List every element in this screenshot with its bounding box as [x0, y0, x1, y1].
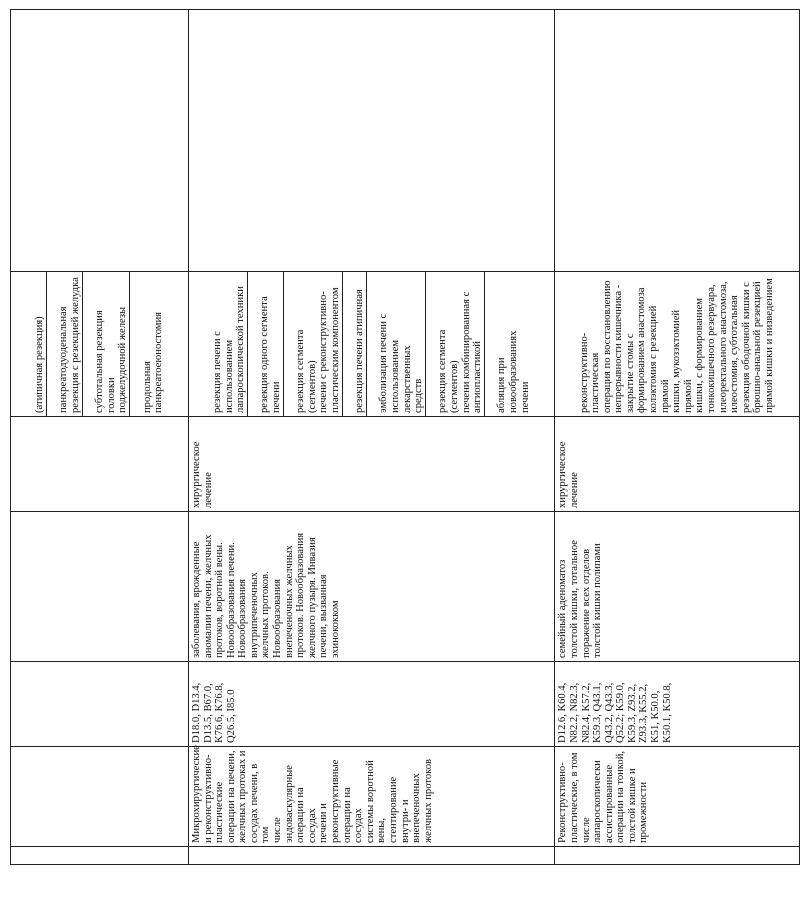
list-item: реконструктивно-пластическая операция по восстановлению непрерывности кишечника - закрытие стомы с формированием анастомоза колэктомия с резекцией прямой кишки, мукозэктомией прямой кишки, с формированием тонкокишечного резервуара, илеоректального анастомоза, илеостомия, субтотальная резекция ободочной кишки с брюшно-анальной резекцией прямой кишки и низведением: [578, 278, 775, 413]
disease-cell: [11, 512, 189, 662]
table-row: [555, 10, 800, 865]
type-cell: [11, 417, 189, 512]
table-row: [11, 10, 189, 865]
list-item: субтотальная резекция головки поджелудочной железы: [94, 272, 130, 416]
medical-care-table: [10, 9, 800, 865]
list-item: резекция сегмента (сегментов) печени с реконструктивно- пластическим компонентом: [295, 272, 342, 416]
methods-list: [23, 272, 177, 416]
methods-list: [567, 272, 787, 416]
list-item: резекция одного сегмента печени: [259, 272, 283, 416]
codes-cell: D18.0, D13.4, D13.5, B67.0, K76.6, K76.8, Q26.5, I85.0: [188, 662, 554, 747]
name-cell: Реконструктивно- пластические, в том числе лапароскопически ассистированные операции на тонкой, толстой кишке и промежности: [555, 747, 800, 847]
list-item: резекция печени с использованием лапароскопической техники: [212, 272, 248, 416]
methods-cell: [11, 272, 189, 417]
codes-cell: D12.6, K60.4, N82.2, N82.3, N82.4, K57.2, K59.3, Q43.1, Q43.2, Q43.3, Q52.2; K59.0, K59.3, Z93.2, Z93.3, K55.2, K51, K50.0, K50.1, K50.8,: [555, 662, 800, 747]
list-item: резекция печени атипичная: [354, 272, 367, 416]
list-item: эмболизация печени с использованием лекарственных средств: [378, 272, 425, 416]
number-cell: [188, 847, 554, 865]
type-cell: хирургическое лечение: [555, 417, 800, 512]
name-cell: [11, 747, 189, 847]
table-row: [188, 10, 554, 865]
methods-cell: [555, 272, 800, 417]
disease-cell: семейный аденоматоз толстой кишки, тотальное поражение всех отделов толстой кишки полипами: [555, 512, 800, 662]
list-item: абляция при новообразованиях печени: [496, 330, 531, 413]
disease-cell: заболевания, врожденные аномалии печени, желчных протоков, воротной вены. Новообразования печени. Новообразования внутрипеченочных желчных протоков. Новообразования внепеченочных желчных протоков. Новообразования желчного пузыря. Инвазия печени, вызванная эхинококком: [188, 512, 554, 662]
list-item: панкреатодуоденальная резекция с резекцией желудка: [58, 272, 82, 416]
type-cell: хирургическое лечение: [188, 417, 554, 512]
rotated-document-page: [10, 10, 775, 865]
number-cell: [11, 847, 189, 865]
methods-list: [201, 272, 543, 416]
name-cell: Микрохирургические и реконструктивно- пластические операции на печени, желчных протоках и сосудах печени, в том числе эндоваскулярные операции на сосудах печени и реконструктивные операции на сосудах системы воротной вены, стентирование внутри- и внепеченочных желчных протоков: [188, 747, 554, 847]
list-item: (атипичная резекция): [34, 272, 47, 416]
cost-cell: [555, 10, 800, 272]
cost-cell: [188, 10, 554, 272]
list-item: продольная панкреатоеюностомия: [141, 311, 165, 413]
methods-cell: [188, 272, 554, 417]
number-cell: [555, 847, 800, 865]
list-item: резекция сегмента (сегментов) печени комбинированная с ангиопластикой: [437, 272, 484, 416]
codes-cell: [11, 662, 189, 747]
cost-cell: [11, 10, 189, 272]
